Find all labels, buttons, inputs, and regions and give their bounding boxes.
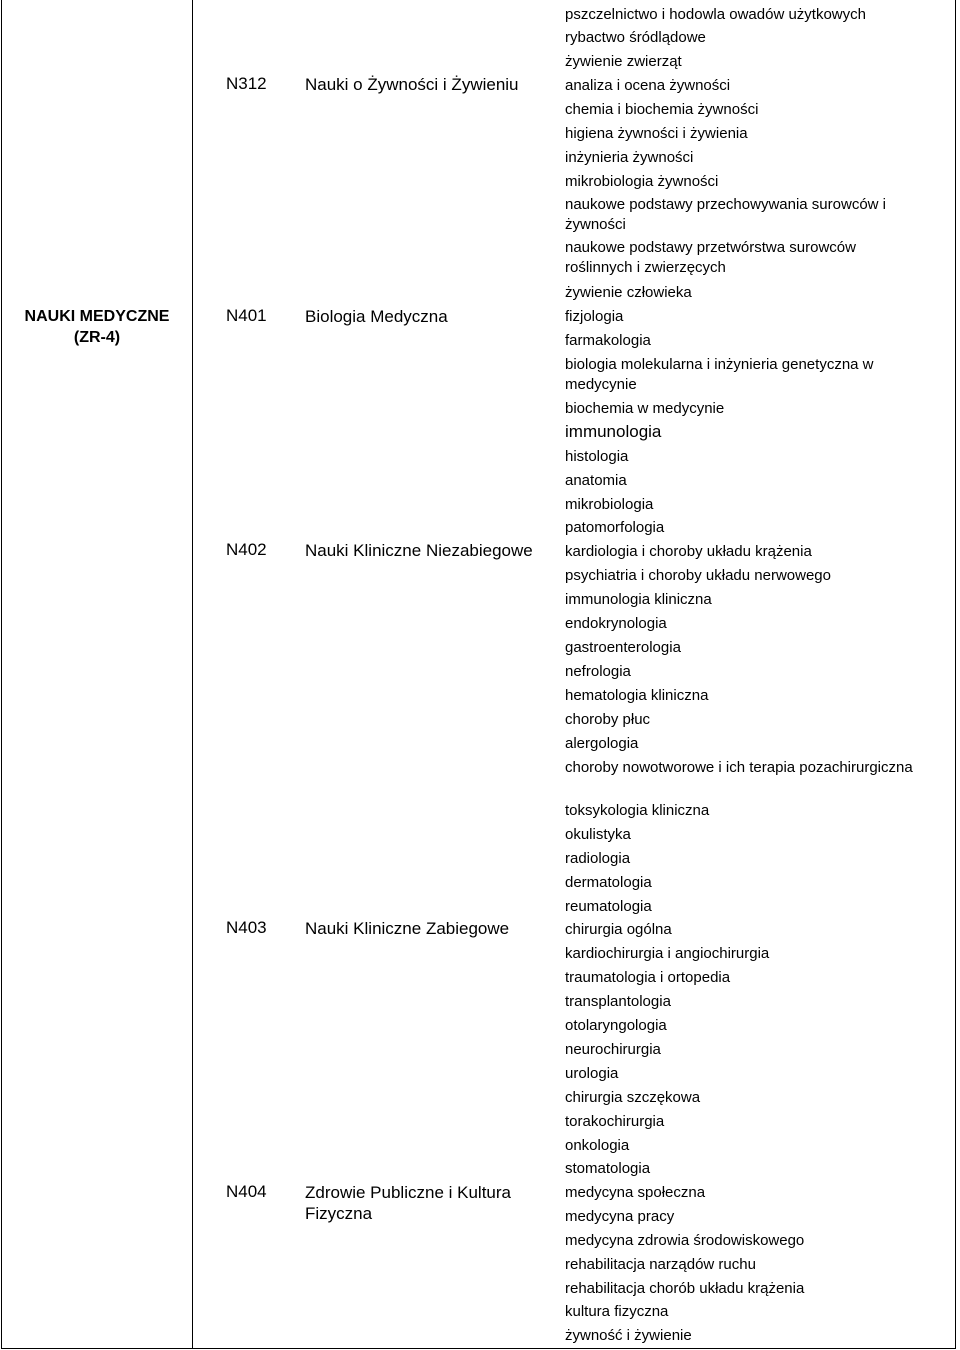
area-name: NAUKI MEDYCZNE xyxy=(24,308,170,325)
discipline-item: patomorfologia xyxy=(565,519,665,536)
discipline-item: urologia xyxy=(565,1065,619,1082)
table-border-bottom xyxy=(1,1348,956,1349)
discipline-item: chirurgia ogólna xyxy=(565,921,672,938)
discipline-item: otolaryngologia xyxy=(565,1017,667,1034)
discipline-item: chirurgia szczękowa xyxy=(565,1089,701,1106)
table-border-right xyxy=(955,0,956,1349)
discipline-item: fizjologia xyxy=(565,308,624,325)
discipline-item: gastroenterologia xyxy=(565,639,681,656)
discipline-item: medycyna pracy xyxy=(565,1208,675,1225)
discipline-item: żywienie człowieka xyxy=(565,284,692,301)
field-code: N401 xyxy=(226,306,267,325)
discipline-item: żywność i żywienie xyxy=(565,1327,692,1344)
discipline-item: higiena żywności i żywienia xyxy=(565,125,748,142)
discipline-item: anatomia xyxy=(565,472,627,489)
discipline-item: naukowe podstawy przetwórstwa surowców roślinnych i zwierzęcych xyxy=(565,239,856,276)
table-border-left xyxy=(1,0,2,1349)
discipline-item: biologia molekularna i inżynieria genetyczna w medycynie xyxy=(565,356,874,393)
discipline-item: psychiatria i choroby układu nerwowego xyxy=(565,567,831,584)
field-name: Nauki o Żywności i Żywieniu xyxy=(305,75,519,94)
field-name: Zdrowie Publiczne i Kultura Fizyczna xyxy=(305,1183,511,1223)
field-code: N404 xyxy=(226,1182,267,1201)
discipline-item: rybactwo śródlądowe xyxy=(565,29,706,46)
discipline-item: inżynieria żywności xyxy=(565,149,694,166)
discipline-item: traumatologia i ortopedia xyxy=(565,969,731,986)
discipline-item: radiologia xyxy=(565,850,631,867)
field-name: Nauki Kliniczne Zabiegowe xyxy=(305,919,510,938)
discipline-item: stomatologia xyxy=(565,1160,651,1177)
discipline-item: histologia xyxy=(565,448,629,465)
discipline-item: medycyna społeczna xyxy=(565,1184,706,1201)
discipline-item: immunologia xyxy=(565,422,662,441)
discipline-item: choroby płuc xyxy=(565,711,651,728)
discipline-item: transplantologia xyxy=(565,993,671,1010)
discipline-item: farmakologia xyxy=(565,332,651,349)
discipline-item: żywienie zwierząt xyxy=(565,53,682,70)
discipline-item: endokrynologia xyxy=(565,615,667,632)
discipline-item: onkologia xyxy=(565,1137,630,1154)
discipline-item: mikrobiologia żywności xyxy=(565,173,719,190)
column-divider xyxy=(192,0,193,1349)
field-code: N312 xyxy=(226,74,267,93)
discipline-item: neurochirurgia xyxy=(565,1041,661,1058)
discipline-item: biochemia w medycynie xyxy=(565,400,725,417)
discipline-item: alergologia xyxy=(565,735,639,752)
discipline-item: chemia i biochemia żywności xyxy=(565,101,759,118)
discipline-item: mikrobiologia xyxy=(565,496,654,513)
field-code: N402 xyxy=(226,540,267,559)
discipline-item: okulistyka xyxy=(565,826,631,843)
field-name: Biologia Medyczna xyxy=(305,307,448,326)
discipline-item: kultura fizyczna xyxy=(565,1303,669,1320)
discipline-item: hematologia kliniczna xyxy=(565,687,709,704)
discipline-item: naukowe podstawy przechowywania surowców i żywności xyxy=(565,196,886,233)
discipline-item: kardiochirurgia i angiochirurgia xyxy=(565,945,770,962)
area-cell xyxy=(2,306,192,348)
discipline-item: pszczelnictwo i hodowla owadów użytkowych xyxy=(565,6,866,23)
discipline-item: immunologia kliniczna xyxy=(565,591,712,608)
discipline-item: medycyna zdrowia środowiskowego xyxy=(565,1232,805,1249)
discipline-item: analiza i ocena żywności xyxy=(565,77,731,94)
discipline-item: kardiologia i choroby układu krążenia xyxy=(565,543,812,560)
discipline-item: nefrologia xyxy=(565,663,631,680)
discipline-item: rehabilitacja narządów ruchu xyxy=(565,1256,756,1273)
discipline-item: rehabilitacja chorób układu krążenia xyxy=(565,1280,805,1297)
discipline-item: dermatologia xyxy=(565,874,652,891)
area-code: (ZR-4) xyxy=(73,329,121,346)
discipline-item: torakochirurgia xyxy=(565,1113,665,1130)
discipline-item: reumatologia xyxy=(565,898,652,915)
field-code: N403 xyxy=(226,918,267,937)
discipline-item: choroby nowotworowe i ich terapia pozachirurgiczna xyxy=(565,759,913,776)
discipline-item: toksykologia kliniczna xyxy=(565,802,710,819)
field-name: Nauki Kliniczne Niezabiegowe xyxy=(305,541,533,560)
